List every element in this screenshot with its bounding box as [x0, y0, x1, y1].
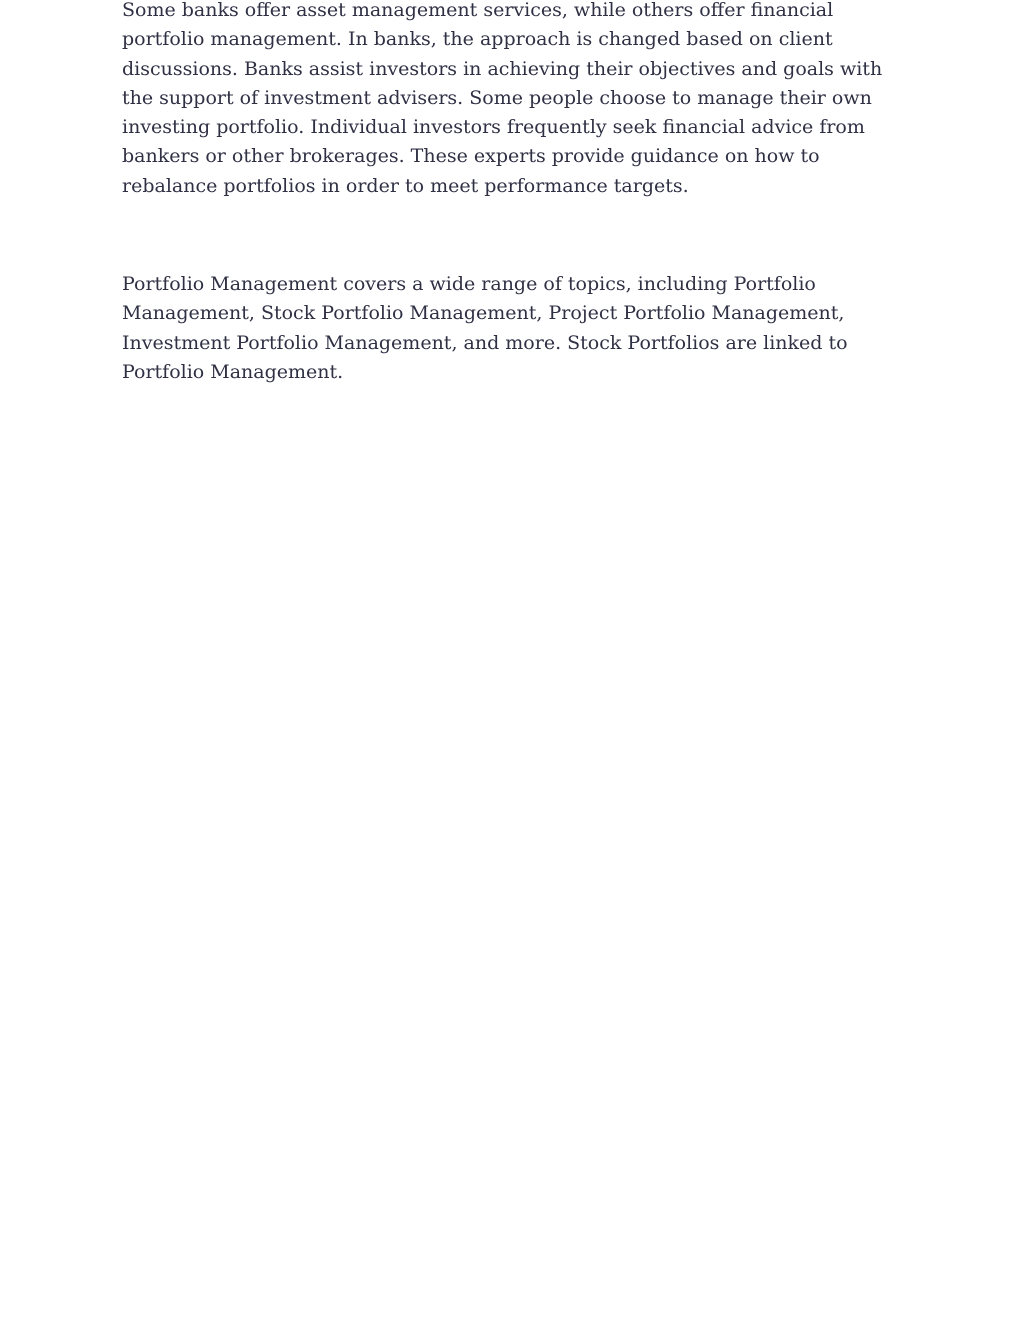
body-paragraph-portfolio-topics: Portfolio Management covers a wide range of topics, including Portfolio Management, Stock Portfolio Management, Project Portfolio Management, Investment Portfolio Management, and more. Stock Portfolios are linked to Portfolio Management. — [122, 273, 848, 383]
body-paragraph-banks: Some banks offer asset management services, while others offer financial portfolio management. In banks, the approach is changed based on client discussions. Banks assist investors in achieving their objectives and goals with the support of investment advisers. Some people choose to manage their own investing portfolio. Individual investors frequently seek financial advice from bankers or other brokerages. These experts provide guidance on how to rebalance portfolios in order to meet performance targets. — [122, 0, 883, 197]
